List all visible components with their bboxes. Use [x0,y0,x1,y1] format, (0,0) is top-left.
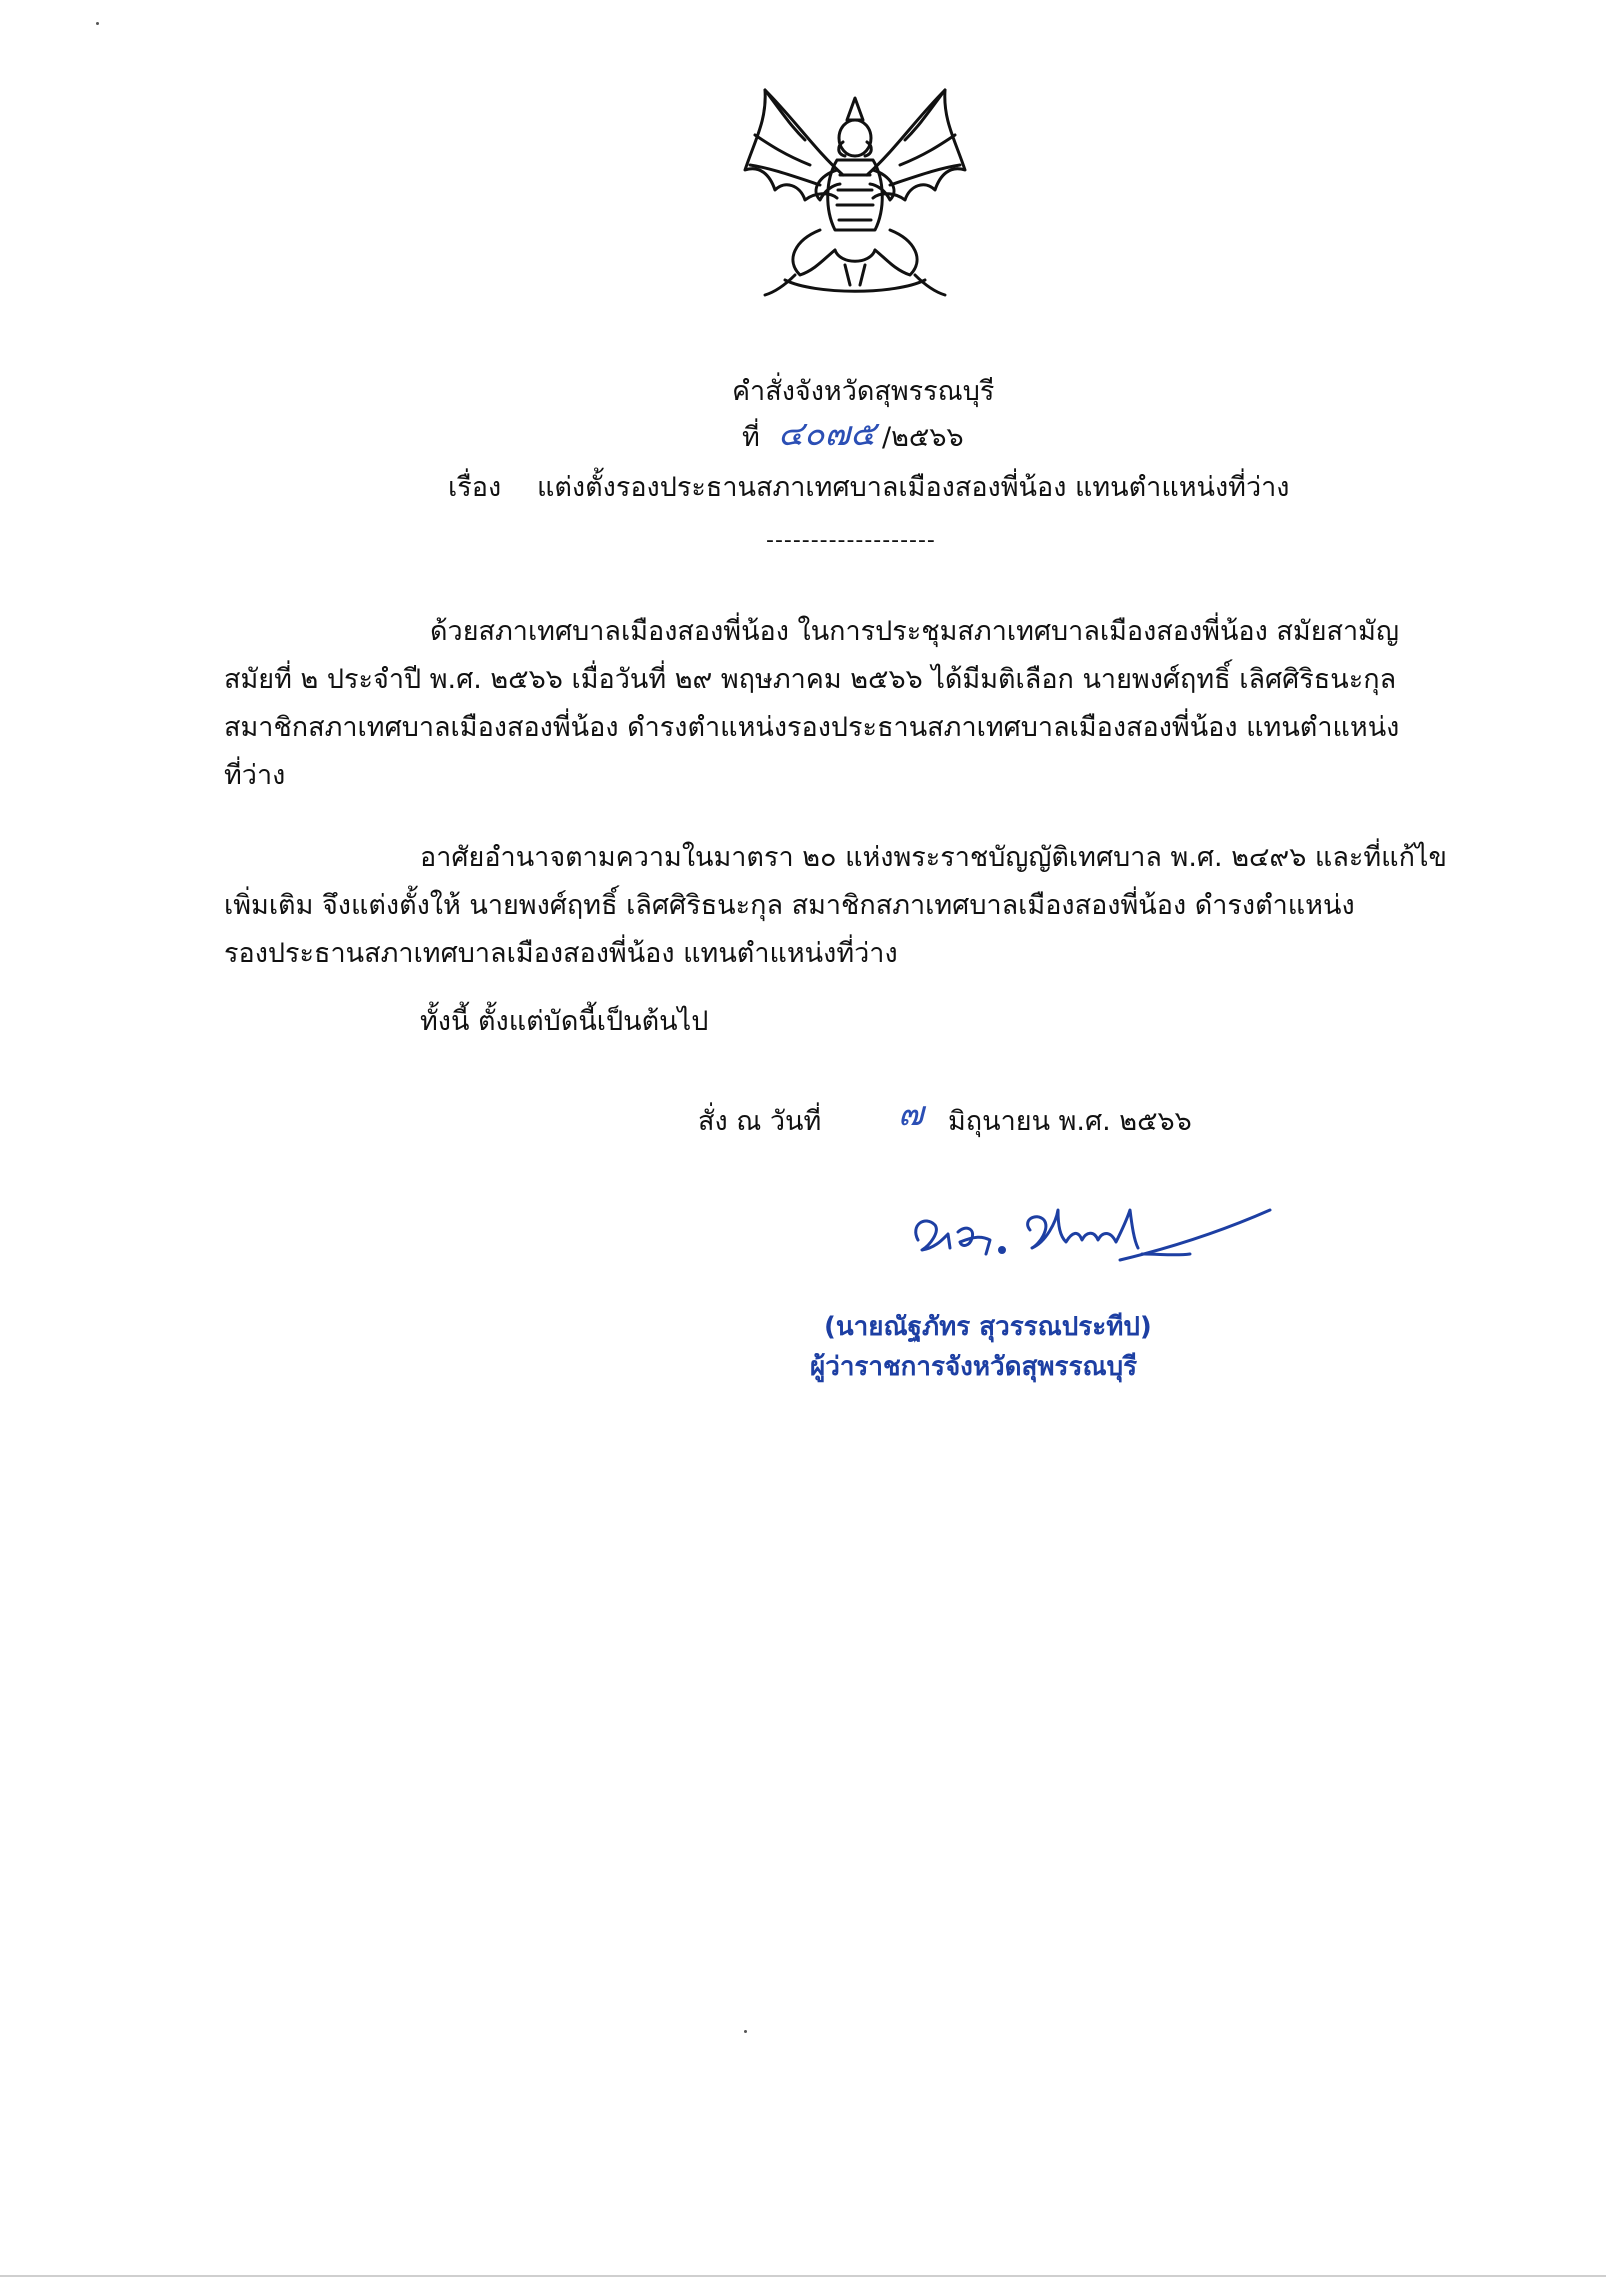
scan-speck [744,2030,747,2033]
subject-label: เรื่อง [448,472,502,503]
body-p2-line3: รองประธานสภาเทศบาลเมืองสองพี่น้อง แทนตำแหน่งที่ว่าง [224,938,898,969]
body-p3: ทั้งนี้ ตั้งแต่บัดนี้เป็นต้นไป [420,1006,709,1037]
order-number-year: /๒๕๖๖ [882,422,964,453]
scan-edge [0,2275,1606,2277]
order-title: คำสั่งจังหวัดสุพรรณบุรี [732,376,995,407]
body-p1-line4: ที่ว่าง [224,760,286,791]
signatory-name: (นายณัฐภัทร สุวรรณประทีป) [824,1312,1152,1342]
issued-prefix: สั่ง ณ วันที่ [698,1106,822,1137]
order-number-prefix: ที่ [742,422,760,453]
body-p1-line3: สมาชิกสภาเทศบาลเมืองสองพี่น้อง ดำรงตำแหน่งรองประธานสภาเทศบาลเมืองสองพี่น้อง แทนตำแหน่ง [224,712,1400,743]
body-p2-line2: เพิ่มเติม จึงแต่งตั้งให้ นายพงศ์ฤทธิ์ เลิศศิริธนะกุล สมาชิกสภาเทศบาลเมืองสองพี่น้อง ดำรงตำแหน่ง [224,890,1355,921]
body-p2-line1: อาศัยอำนาจตามความในมาตรา ๒๐ แห่งพระราชบัญญัติเทศบาล พ.ศ. ๒๔๙๖ และที่แก้ไข [420,842,1447,873]
body-p1-line2: สมัยที่ ๒ ประจำปี พ.ศ. ๒๕๖๖ เมื่อวันที่ ๒๙ พฤษภาคม ๒๕๖๖ ได้มีมติเลือก นายพงศ์ฤทธิ์ เลิศศิริธนะกุล [224,664,1397,695]
issued-month-year: มิถุนายน พ.ศ. ๒๕๖๖ [948,1106,1192,1137]
body-p1-line1: ด้วยสภาเทศบาลเมืองสองพี่น้อง ในการประชุมสภาเทศบาลเมืองสองพี่น้อง สมัยสามัญ [430,616,1399,647]
scan-speck [96,22,99,25]
order-number-handwritten: ๔๐๗๕ [778,414,876,454]
handwritten-signature [880,1170,1280,1290]
divider: ------------------- [766,528,936,553]
issued-day-handwritten: ๗ [898,1094,924,1134]
subject-text: แต่งตั้งรองประธานสภาเทศบาลเมืองสองพี่น้อง แทนตำแหน่งที่ว่าง [537,472,1290,503]
signatory-position: ผู้ว่าราชการจังหวัดสุพรรณบุรี [810,1352,1138,1382]
garuda-emblem-icon [725,80,985,310]
